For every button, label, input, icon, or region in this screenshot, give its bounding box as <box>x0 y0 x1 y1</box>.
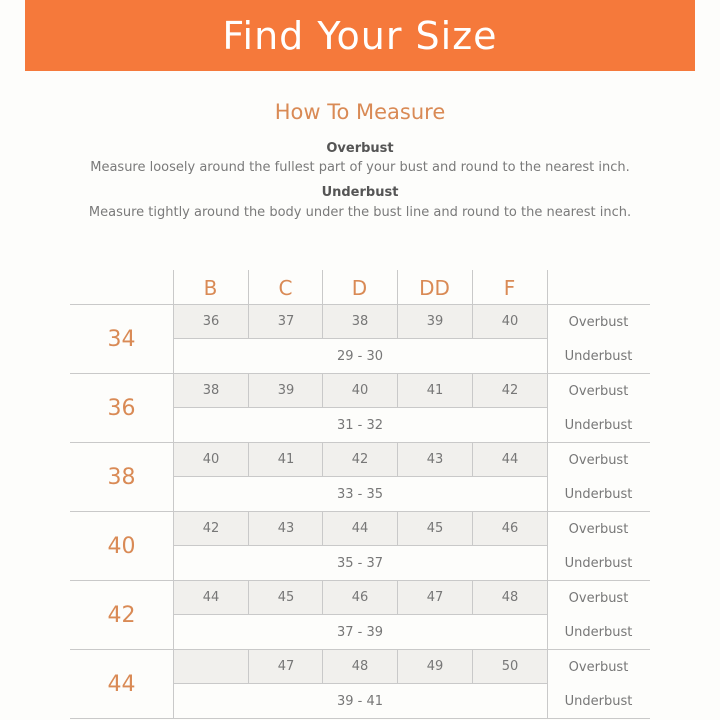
overbust-cell: 42 <box>174 512 248 545</box>
cell-divider <box>397 580 398 614</box>
overbust-cell: 47 <box>249 650 323 683</box>
overbust-heading: Overbust <box>326 141 394 156</box>
overbust-cell: 38 <box>174 374 248 407</box>
underbust-row-label: Underbust <box>564 417 633 433</box>
underbust-row-label: Underbust <box>564 348 633 364</box>
overbust-cell: 46 <box>323 581 397 614</box>
cell-divider <box>248 304 249 338</box>
underbust-row-label: Underbust <box>564 693 633 709</box>
cell-divider <box>472 304 473 338</box>
cell-divider <box>472 511 473 545</box>
underbust-row-label: Underbust <box>564 624 633 640</box>
band-size: 42 <box>107 602 136 628</box>
overbust-cell <box>174 650 248 683</box>
header-divider <box>472 270 473 304</box>
overbust-cell: 40 <box>473 305 547 338</box>
cell-divider <box>248 649 249 683</box>
band-size: 44 <box>107 671 136 697</box>
table-bottom-border <box>70 718 650 719</box>
underbust-heading: Underbust <box>321 185 399 200</box>
overbust-cell: 38 <box>323 305 397 338</box>
cell-divider <box>322 304 323 338</box>
overbust-row-label: Overbust <box>568 590 629 606</box>
overbust-cell: 44 <box>174 581 248 614</box>
header-divider <box>322 270 323 304</box>
overbust-cell: 37 <box>249 305 323 338</box>
underbust-row-label: Underbust <box>564 486 633 502</box>
underbust-range: 33 - 35 <box>336 486 384 502</box>
cell-divider <box>248 373 249 407</box>
overbust-cell: 41 <box>398 374 472 407</box>
overbust-cell: 44 <box>473 443 547 476</box>
overbust-cell: 42 <box>473 374 547 407</box>
overbust-cell: 48 <box>473 581 547 614</box>
cell-divider <box>472 373 473 407</box>
underbust-range: 37 - 39 <box>336 624 384 640</box>
header-banner <box>25 0 695 71</box>
overbust-row-label: Overbust <box>568 659 629 675</box>
cup-header-c: C <box>278 276 293 300</box>
overbust-cell: 48 <box>323 650 397 683</box>
band-size: 38 <box>107 464 136 490</box>
overbust-cell: 45 <box>398 512 472 545</box>
underbust-instructions: Measure tightly around the body under the bust line and round to the nearest inch. <box>88 205 632 220</box>
overbust-cell: 50 <box>473 650 547 683</box>
header-divider <box>547 270 548 304</box>
header-divider <box>248 270 249 304</box>
band-size: 36 <box>107 395 136 421</box>
overbust-cell: 43 <box>398 443 472 476</box>
overbust-cell: 41 <box>249 443 323 476</box>
overbust-cell: 46 <box>473 512 547 545</box>
overbust-cell: 49 <box>398 650 472 683</box>
cup-header-f: F <box>503 276 516 300</box>
cell-divider <box>322 649 323 683</box>
cell-divider <box>397 373 398 407</box>
overbust-row-label: Overbust <box>568 521 629 537</box>
overbust-instructions: Measure loosely around the fullest part of your bust and round to the nearest inch. <box>90 160 630 175</box>
underbust-range: 35 - 37 <box>336 555 384 571</box>
page-title: Find Your Size <box>222 13 498 58</box>
cell-divider <box>322 373 323 407</box>
cell-divider <box>322 442 323 476</box>
overbust-cell: 45 <box>249 581 323 614</box>
overbust-cell: 39 <box>249 374 323 407</box>
cell-divider <box>397 304 398 338</box>
overbust-cell: 40 <box>323 374 397 407</box>
overbust-cell: 44 <box>323 512 397 545</box>
cell-divider <box>472 649 473 683</box>
band-size: 40 <box>107 533 136 559</box>
header-divider <box>397 270 398 304</box>
cup-header-b: B <box>203 276 218 300</box>
underbust-range: 31 - 32 <box>336 417 384 433</box>
overbust-cell: 43 <box>249 512 323 545</box>
underbust-range: 39 - 41 <box>336 693 384 709</box>
overbust-cell: 40 <box>174 443 248 476</box>
overbust-cell: 47 <box>398 581 472 614</box>
underbust-range: 29 - 30 <box>336 348 384 364</box>
cell-divider <box>397 442 398 476</box>
overbust-row-label: Overbust <box>568 452 629 468</box>
underbust-row-label: Underbust <box>564 555 633 571</box>
overbust-row-label: Overbust <box>568 314 629 330</box>
overbust-cell: 39 <box>398 305 472 338</box>
cup-header-d: D <box>351 276 368 300</box>
cup-header-dd: DD <box>419 276 450 300</box>
cell-divider <box>248 511 249 545</box>
band-size: 34 <box>107 326 136 352</box>
cell-divider <box>397 649 398 683</box>
overbust-cell: 42 <box>323 443 397 476</box>
cell-divider <box>248 442 249 476</box>
cell-divider <box>322 580 323 614</box>
cell-divider <box>472 580 473 614</box>
how-to-measure-title: How To Measure <box>274 100 446 124</box>
cell-divider <box>472 442 473 476</box>
cell-divider <box>248 580 249 614</box>
overbust-cell: 36 <box>174 305 248 338</box>
header-divider <box>173 270 174 304</box>
cell-divider <box>397 511 398 545</box>
overbust-row-label: Overbust <box>568 383 629 399</box>
cell-divider <box>322 511 323 545</box>
